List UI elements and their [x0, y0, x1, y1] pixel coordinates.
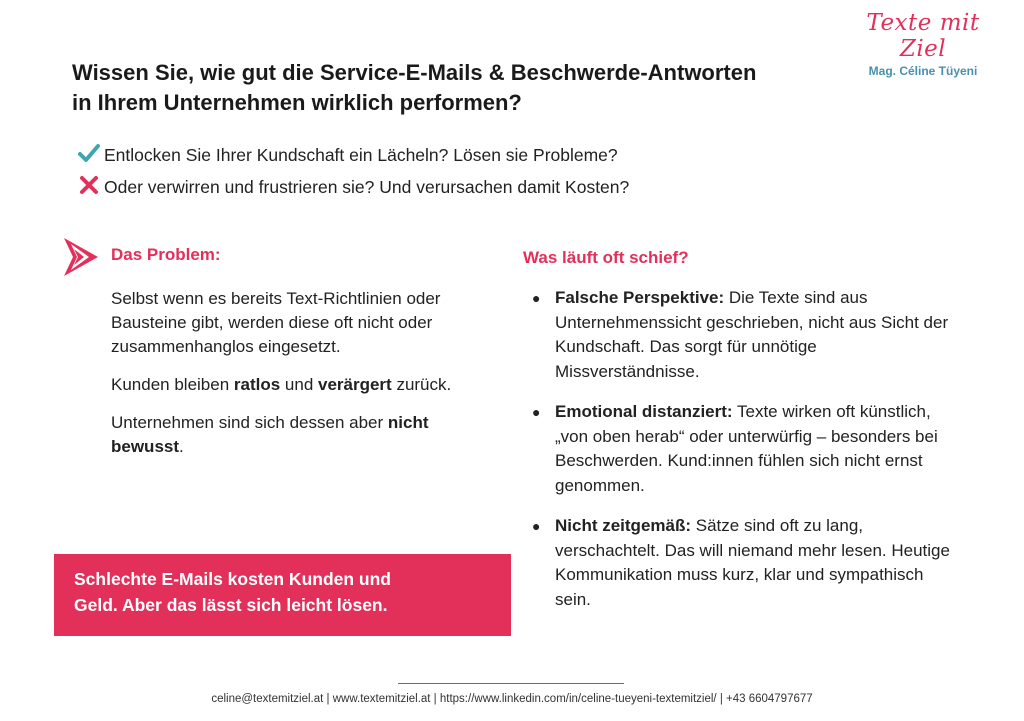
logo-name: Mag. Céline Tüyeni — [868, 64, 978, 78]
chevron-right-icon — [62, 236, 100, 283]
check-line-positive — [78, 139, 629, 171]
wrong-heading: Was läuft oft schief? — [523, 248, 689, 267]
list-item-title: Emotional distanziert: — [555, 402, 733, 421]
bullet-icon: ● — [532, 290, 541, 306]
footer-divider — [398, 683, 624, 684]
headline-line-2: in Ihrem Unternehmen wirklich performen? — [72, 90, 522, 115]
problem-p3-bold: nicht bewusst — [111, 413, 429, 456]
logo-script: Texte mit Ziel — [866, 10, 980, 62]
problem-p3-text-c: . — [179, 437, 184, 456]
problem-p2-text-a: Kunden bleiben — [111, 375, 234, 394]
callout-line-1: Schlechte E-Mails kosten Kunden und — [74, 569, 391, 589]
headline — [72, 58, 932, 118]
list-item — [530, 514, 950, 612]
list-item — [530, 400, 950, 498]
check-icon — [78, 143, 104, 168]
problem-p2-text-c: und — [280, 375, 318, 394]
list-item-text: Sätze sind oft zu lang, verschachtelt. Das will niemand mehr lesen. Heutige Kommunikation muss kurz, klar und sympathisch sein. — [555, 516, 950, 609]
problem-p2-text-d: zurück. — [391, 375, 452, 394]
problem-paragraph-3 — [111, 411, 471, 459]
list-item-text: Die Texte sind aus Unternehmenssicht geschrieben, nicht aus Sicht der Kundschaft. Das sorgt für unnötige Missverständnisse. — [555, 288, 949, 381]
bullet-icon: ● — [532, 518, 541, 534]
cross-icon — [78, 175, 104, 200]
problem-paragraph-2 — [111, 373, 471, 397]
list-item-text: Texte wirken oft künstlich, „von oben herab“ oder unterwürfig – besonders bei Beschwerden. Kund:innen fühlen sich nicht ernst genommen. — [555, 402, 938, 495]
problem-paragraph-1: Selbst wenn es bereits Text-Richtlinien oder Bausteine gibt, werden diese oft nicht oder zusammenhanglos eingesetzt. — [111, 289, 441, 356]
callout-box — [54, 554, 511, 636]
list-item-title: Falsche Perspektive: — [555, 288, 725, 307]
problem-heading: Das Problem: — [111, 245, 221, 264]
problem-p2-bold-veraergert: verärgert — [318, 375, 392, 394]
check-text-negative: Oder verwirren und frustrieren sie? Und verursachen damit Kosten? — [104, 176, 630, 197]
check-list — [78, 139, 629, 203]
problem-p2-bold-ratlos: ratlos — [233, 375, 281, 394]
problem-body — [111, 287, 471, 473]
list-item-title: Nicht zeitgemäß: — [555, 516, 692, 535]
wrong-list — [530, 286, 950, 628]
list-item — [530, 286, 950, 384]
callout-line-2: Geld. Aber das lässt sich leicht lösen. — [74, 595, 388, 615]
check-line-negative — [78, 171, 629, 203]
check-text-positive: Entlocken Sie Ihrer Kundschaft ein Lächeln? Lösen sie Probleme? — [104, 144, 618, 165]
problem-p3-text-a: Unternehmen sind sich dessen aber — [111, 413, 388, 432]
headline-line-1: Wissen Sie, wie gut die Service-E-Mails & Beschwerde-Antworten — [72, 60, 757, 85]
bullet-icon: ● — [532, 404, 541, 420]
footer-contact: celine@textemitziel.at | www.textemitziel.at | https://www.linkedin.com/in/celine-tueyeni-textemitziel/ | +43 6604797677 — [211, 693, 813, 705]
